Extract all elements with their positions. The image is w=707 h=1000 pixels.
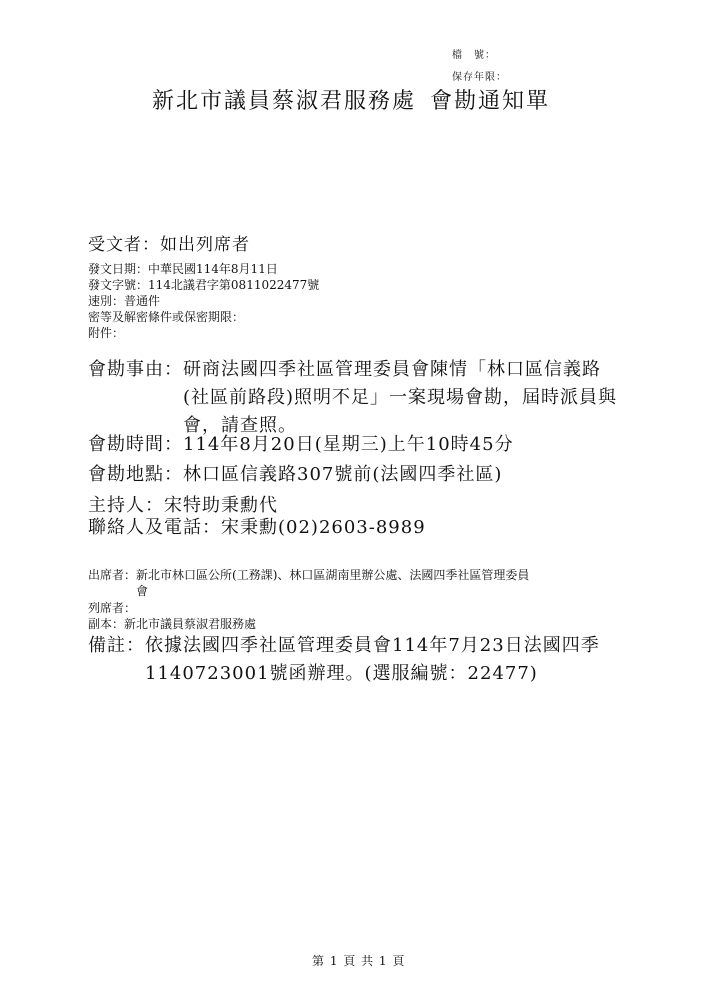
meta-label: 附件：: [88, 326, 125, 340]
meta-classification: [88, 309, 319, 325]
survey-subject: [88, 356, 617, 440]
subject-label: 會勘事由：: [88, 359, 183, 380]
remark-text: [145, 632, 600, 688]
meta-label: 發文日期：: [88, 262, 149, 276]
recipient-line: [88, 230, 250, 255]
meta-doc-number: [88, 277, 319, 293]
time-label: 會勘時間：: [88, 434, 183, 455]
meta-issue-date: [88, 261, 319, 277]
document-title: 會勘通知單: [430, 89, 551, 114]
present-text: [136, 567, 529, 599]
remark-line: 依據法國四季社區管理委員會114年7月23日法國四季: [145, 635, 600, 656]
remark: [88, 632, 600, 688]
meta-value: 中華民國114年8月11日: [148, 262, 278, 276]
recipient-value: 如出列席者: [160, 235, 250, 255]
meta-label: 密等及解密條件或保密期限：: [88, 310, 245, 324]
present-label: 出席者：: [88, 568, 137, 582]
meta-label: 發文字號：: [88, 278, 149, 292]
file-number-label: 檔 號：: [452, 50, 496, 61]
copy-value: 新北市議員蔡淑君服務處: [124, 617, 257, 631]
survey-time: [88, 431, 514, 459]
host-value: 宋特助秉勳代: [164, 495, 278, 516]
meta-value: 普通件: [124, 294, 161, 308]
subject-line: 會，請查照。: [183, 415, 297, 436]
subject-text: [183, 356, 617, 440]
place-value: 林口區信義路307號前(法國四季社區): [183, 464, 503, 485]
remark-label: 備註：: [88, 635, 145, 656]
time-value: 114年8月20日(星期三)上午10時45分: [183, 434, 514, 455]
host-label: 主持人：: [88, 495, 164, 516]
copy-label: 副本：: [88, 617, 125, 631]
page-number: 第 1 頁 共 1 頁: [312, 954, 406, 968]
subject-line: (社區前路段)照明不足」一案現場會勘，屆時派員與: [183, 387, 618, 408]
meta-urgency: [88, 293, 319, 309]
survey-contact: [88, 514, 426, 542]
contact-value: 宋秉勳(02)2603-8989: [221, 517, 426, 538]
attendees-present: [88, 567, 529, 599]
contact-label: 聯絡人及電話：: [88, 517, 221, 538]
observer-label: 列席者：: [88, 601, 137, 615]
subject-line: 研商法國四季社區管理委員會陳情「林口區信義路: [183, 359, 601, 380]
organization-name: 新北市議員蔡淑君服務處: [152, 89, 417, 114]
present-line: 新北市林口區公所(工務課)、林口區湖南里辦公處、法國四季社區管理委員: [136, 568, 530, 582]
meta-label: 速別：: [88, 294, 125, 308]
recipient-label: 受文者：: [88, 235, 160, 255]
meta-attachment: [88, 325, 319, 341]
survey-place: [88, 461, 502, 489]
attendees-observers: [88, 600, 136, 616]
present-line: 會: [136, 584, 149, 598]
meta-value: 114北議君字第0811022477號: [148, 278, 320, 292]
meta-block: [88, 261, 319, 341]
remark-line: 1140723001號函辦理。(選服編號：22477): [145, 663, 538, 684]
retention-period-label: 保存年限：: [452, 72, 507, 83]
copy-recipients: [88, 616, 256, 632]
place-label: 會勘地點：: [88, 464, 183, 485]
